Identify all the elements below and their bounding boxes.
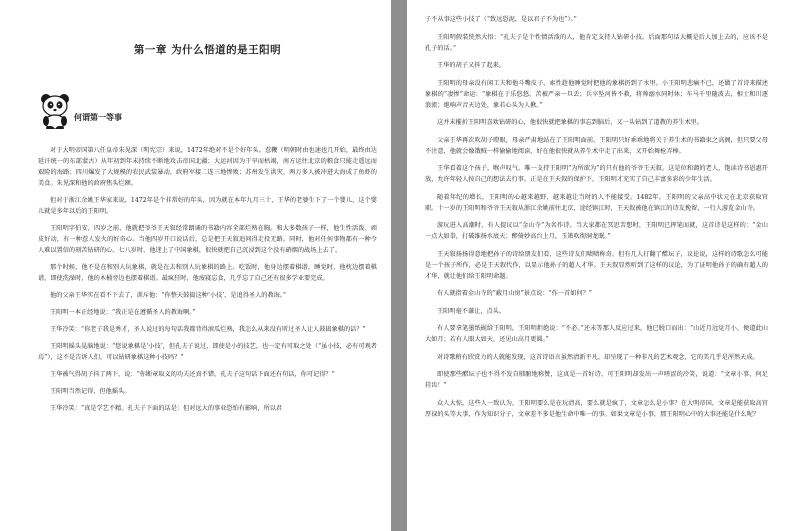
paragraph: 随着年纪的增长，王阳明的心越来越野，越来越让当时的人不能接受。1482年，王阳明的父亲高中状元在北京获取官职。十一岁的王阳明和爷爷王天叙从浙江余姚前往北京，途经镇江时，王天叙被他在镇江的诗友挽留，一行人游览金山寺。: [425, 193, 768, 212]
paragraph: 王阳明假装恍然大悟：“孔夫子是个性情活泼的人，他肯定支持人钻研小技。后面那句话大概是后人加上去的，应该不是孔子的话。”: [425, 33, 768, 52]
paragraph: 这并未摧折王阳明喜欢钻研的心，他很快就把象棋的事忘到脑后，又一头钻到了道教的养生术里。: [437, 119, 704, 126]
panda-icon: [38, 91, 72, 129]
paragraph: 游玩进入高潮时，有人提议以“金山寺”为名作诗。当大家都在冥思苦想时，王阳明已挥笔而就，这首诗是这样的：“金山一点大如拳，打破维扬水底天；醉倚妙高台上月，玉箫吹彻洞龙眠。”: [425, 222, 768, 240]
paragraph: 有人就指着金山寺的“蔽月山房”景点说：“作一首如何？”: [437, 290, 592, 297]
paragraph: 对诗歌稍有欣赏力的人就能发现，这首诗语言虽然清新平凡，却呈现了一种非凡的艺术观念，它的美几乎是浑然天成。: [437, 353, 759, 361]
paragraph: 王阳明毫不谦让，点头。: [437, 307, 506, 315]
paragraph: 对于大明帝国第八任皇帝朱见深（明宪宗）来说，1472年绝对不是个好年头。惹鞭（明朝时由也速也几开始，最终由达延汗统一的东部蒙古）从年初到年末持续不断地攻击帝国北疆；大运河因为干旱而枯竭，南方运往北京的粮食只能走遥远而艰险的海路；四川爆发了大规模的农民武装暴动，政府军接二连三地惨败；苏州发生洪灾，两万多人被冲进大海成了鱼虾的美食。朱见深和他的政府焦头烂额。: [38, 147, 377, 187]
paragraph: 王华的胡子又抖了起来。: [437, 62, 506, 69]
paragraph: 王华冷笑：“真是学艺不精。孔夫子下面的话是：但对远大的事业恐怕有影响，所以君: [50, 405, 283, 412]
right-page: [407, 0, 798, 531]
paragraph: 那个时候，他不是在和别人玩象棋，就是在去和别人玩象棋的路上。吃饭时，他身边摆着棋谱，睡觉时，他枕边摆着棋谱，即使洗澡时，他的木桶旁边也摆着棋谱。最疯狂时，他废寝忘食，几乎忘了自己还有很多学业要完成。: [38, 264, 377, 282]
paragraph: 王华被气得胡子抖了两下，说：“你断章取义的功夫还真不错。孔夫子这句话下面还有句话，你可记得？”: [50, 371, 335, 378]
paragraph: 但对于浙江余姚王华家来说，1472年是个非常好的年头，因为就在本年九月三十，王华的老婆生下了一个婴儿，这个婴儿就是多年以后的王阳明。: [38, 197, 377, 215]
left-page: [0, 0, 391, 531]
paragraph: 王阳明的母亲没有闲工夫和他斗嘴皮子，索性趁他睡觉时把他的象棋扔到了水里。小王阳明悲痛不已，还做了首诗来描述象棋的“凄惨”命运：“象棋在于乐悠悠，苦被严亲一旦丢；兵卒坠河皆不救，将帅溺水同时休；车马千里随波去，相士和川逐浪流；炮响声音天边处，象若心头为人揪。”: [425, 79, 768, 109]
paragraph: 子不从事这些小技了（“致远恐泥，是以君子不为也”）。”: [425, 16, 577, 23]
section-heading: [38, 91, 377, 129]
section-title: 何谓第一等事: [74, 112, 122, 122]
paragraph: 王阳明字伯安，四岁之前，他就把爷爷王天叙经常朗诵的书籍内容全部烂熟在胸。和大多数孩子一样，他生性活泼、顽皮好动，有一种惹人发火的好奇心。当他四岁开口说话后，总是把王天叙追问得走投无路。同时，他对任何事物都有一种令人难以置信的刻苦钻研的心。七八岁时，他迷上了中国象棋，很快就把自己沉浸到这个没有硝烟的战场上去了。: [38, 225, 377, 254]
paragraph: 王阳明当然记得，但他摇头。: [50, 388, 131, 395]
paragraph: 他的父亲王华实在看不下去了，训斥他：“你整天鼓捣这种‘小技’，是追得圣人的教诲。”: [50, 292, 287, 299]
paragraph: 即使那些醋坛子也不得不发自肺腑地称赞，这真是一首好诗。可王阳明却发出一声嗟涩的冷笑，说道：“文章小事，何足挂齿！”: [425, 371, 768, 389]
paragraph: 王阳明摇头晃脑地说：“您说象棋是‘小技’，但孔夫子说过，即使是小的技艺，也一定有可取之处（“虽小技，必有可观者焉”），这不是告诉人们，可以钻研象棋这种小技吗？”: [38, 343, 377, 361]
paragraph: 父亲王华再次吹胡子瞪眼，母亲严肃地站在了王阳明面前。王阳明只好乖乖地将关于养生术的书籍束之高阁，但只要父母不注意，他就会像饿贼一样偷偷地阅读，好在他很快就从养生术中走了出来，又开始舞枪弄棒。: [425, 136, 768, 155]
paragraph: 有人要拿笔墨纸砚给王阳明，王阳明拒绝说：“不必。”还未等那人反应过来，他已脱口而出：“山近月远觉月小，便道此山大如月；若有人眼大如天，还见山高月更圆。”: [425, 325, 768, 343]
paragraph: 王华冷笑：“你老子我是秀才，圣人说过的每句话我都背得滚瓜烂熟，我怎么从来没有听过圣人让人鼓捣象棋的话？”: [50, 326, 366, 333]
paragraph: 王阳明一本正经地说：“我正是在遵循圣人的教诲啊。”: [50, 309, 196, 316]
paragraph: 王华看着这个孩子，喉声叹气。唯一支持王阳明“为所欲为”的只有他的爷爷王天叙。这是位和蔼的老人，饱读诗书恩惠开放，允许年轻人按自己的想法去行事。正是在王天叙的保护下，王阳明才充实了自己丰富多彩的少年生活。: [425, 165, 768, 183]
paragraph: 众人大惊。这些人一致认为，王阳明要么是在玩清高，要么就是疯了，文章怎么是小事？在大明帝国，文章是能获取高官厚禄的头等大事，作为知识分子，文章差不多是他生命中唯一的事。如果文章是小事，那王阳明心中的大事还能是什么呢？: [425, 399, 768, 418]
paragraph: 王天叙扬扬得意地把孙子的诗给朋友们看，这些诗友们啧啧称奇。但有几人打翻了醋坛子，议论说，这样的诗歌怎么可能是一个孩子所作，必是王天叙代作，以显示他孙子的超人才华。王天叙显然听到了这样的议论，为了证明他孙子的确有超人的才华，就让他们给王阳明命题。: [425, 250, 768, 280]
chapter-title: 第一章 为什么悟道的是王阳明: [133, 44, 282, 56]
